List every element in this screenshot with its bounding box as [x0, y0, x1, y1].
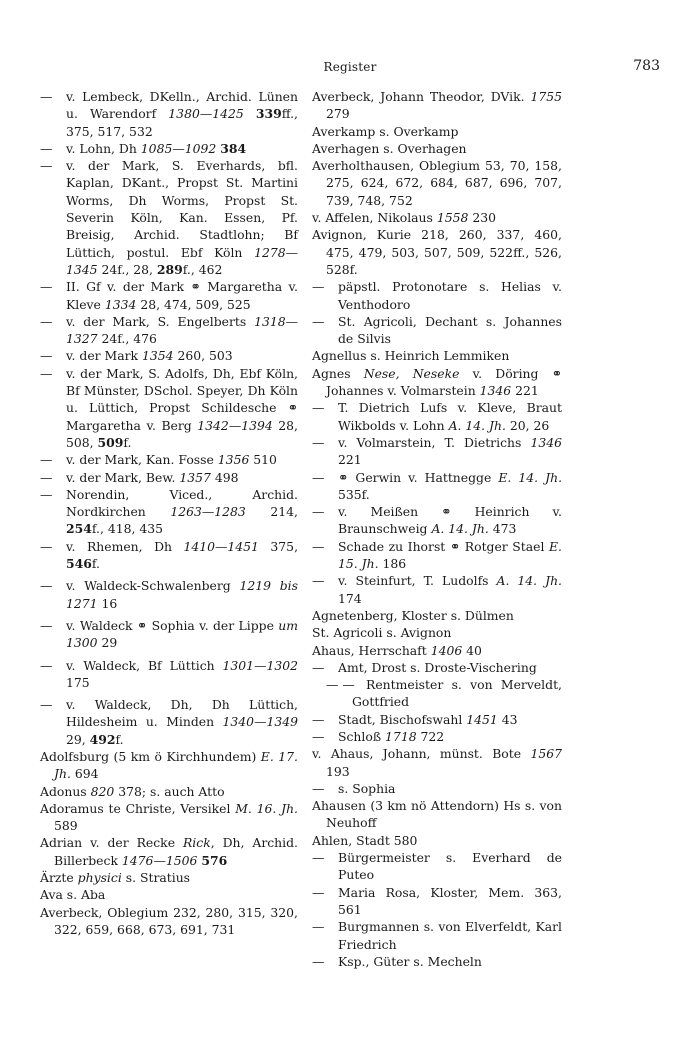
index-entry: — v. Waldeck-Schwalenberg 1219 bis 1271 16: [40, 578, 298, 611]
index-entry: Averbeck, Johann Theodor, DVik. 1755 279: [312, 89, 562, 122]
index-entry: — v. Volmarstein, T. Dietrichs 1346 221: [312, 434, 562, 468]
index-entry: — v. Waldeck ⚭ Sophia v. der Lippe um 1300 29: [40, 617, 298, 651]
index-entry: Adonus 820 378; s. auch Atto: [40, 783, 225, 799]
index-entry: Adrian v. der Recke Rick, Dh, Archid. Billerbeck 1476—1506 576: [40, 835, 298, 868]
index-entry: Ahausen (3 km nö Attendorn) Hs s. von Neuhoff: [312, 798, 562, 831]
index-entry: v. Affelen, Nikolaus 1558 230: [312, 210, 496, 226]
index-entry: v. Ahaus, Johann, münst. Bote 1567 193: [312, 746, 562, 779]
index-entry: — Stadt, Bischofswahl 1451 43: [312, 711, 518, 727]
index-entry: — Maria Rosa, Kloster, Mem. 363, 561: [312, 884, 562, 917]
index-entry: — v. Lembeck, DKelln., Archid. Lünen u. Warendorf 1380—1425 339ff., 375, 517, 532: [40, 89, 298, 139]
index-entry: — Burgmannen s. von Elverfeldt, Karl Friedrich: [312, 919, 562, 952]
index-entry: — v. der Mark, S. Everhards, bfl. Kaplan, DKant., Propst St. Martini Worms, Dh Worms, Propst St. Severin Köln, Kan. Essen, Pf. Breisig, Archid. Stadtlohn; Bf Lüttich, postul. Ebf Köln 1278—1345 24f., 28, 289f., 462: [40, 158, 298, 277]
index-entry: — v. der Mark, Kan. Fosse 1356 510: [40, 452, 277, 468]
index-entry: — T. Dietrich Lufs v. Kleve, Braut Wikbolds v. Lohn A. 14. Jh. 20, 26: [312, 400, 562, 433]
index-entry: — Schloß 1718 722: [312, 728, 445, 744]
index-entry: — v. der Mark, Bew. 1357 498: [40, 469, 239, 485]
index-entry: — päpstl. Protonotare s. Helias v. Venthodoro: [312, 279, 562, 312]
index-entry: — v. Waldeck, Dh, Dh Lüttich, Hildesheim u. Minden 1340—1349 29, 492f.: [40, 697, 298, 747]
index-column-right: [312, 88, 562, 970]
index-entry: — v. Meißen ⚭ Heinrich v. Braunschweig A. 14. Jh. 473: [312, 504, 562, 537]
index-entry: Averhagen s. Overhagen: [312, 140, 467, 156]
index-entry: Ahaus, Herrschaft 1406 40: [312, 642, 482, 658]
index-entry: Agnellus s. Heinrich Lemmiken: [312, 348, 510, 364]
running-title: Register: [323, 60, 377, 74]
index-column-left: [40, 88, 298, 938]
index-entry: St. Agricoli s. Avignon: [312, 625, 452, 641]
index-entry: — v. Waldeck, Bf Lüttich 1301—1302 175: [40, 657, 298, 690]
page-header: [40, 58, 660, 78]
index-entry: — v. Lohn, Dh 1085—1092 384: [40, 140, 247, 156]
index-entry: — — Rentmeister s. von Merveldt, Gottfried: [326, 677, 562, 710]
index-entry: — s. Sophia: [312, 780, 396, 796]
index-entry: — Amt, Drost s. Droste-Vischering: [312, 659, 537, 675]
index-entry: — ⚭ Gerwin v. Hattnegge E. 14. Jh. 535f.: [312, 469, 563, 502]
index-entry: Adoramus te Christe, Versikel M. 16. Jh. 589: [40, 800, 298, 834]
index-entry: Ahlen, Stadt 580: [312, 832, 418, 848]
index-entry: — v. der Mark 1354 260, 503: [40, 348, 233, 364]
index-entry: — Norendin, Viced., Archid. Nordkirchen 1263—1283 214, 254f., 418, 435: [40, 486, 298, 537]
index-entry: Ärzte physici s. Stratius: [40, 870, 191, 886]
index-entry: Avignon, Kurie 218, 260, 337, 460, 475, 479, 503, 507, 509, 522ff., 526, 528f.: [312, 227, 562, 277]
index-entry: Averkamp s. Overkamp: [312, 123, 459, 139]
index-entry: Agnes Nese, Neseke v. Döring ⚭ Johannes v. Volmarstein 1346 221: [312, 365, 563, 399]
index-entry: — St. Agricoli, Dechant s. Johannes de Silvis: [312, 313, 562, 347]
page-number: 783: [633, 58, 660, 74]
index-entry: Adolfsburg (5 km ö Kirchhundem) E. 17. Jh. 694: [40, 748, 298, 782]
index-entry: — Schade zu Ihorst ⚭ Rotger Stael E. 15. Jh. 186: [312, 538, 562, 572]
index-entry: — II. Gf v. der Mark ⚭ Margaretha v. Kleve 1334 28, 474, 509, 525: [40, 279, 298, 312]
index-entry: — v. der Mark, S. Engelberts 1318—1327 24f., 476: [40, 313, 298, 347]
index-entry: — Ksp., Güter s. Mecheln: [312, 953, 482, 969]
index-entry: Averholthausen, Oblegium 53, 70, 158, 275, 624, 672, 684, 687, 696, 707, 739, 748, 752: [312, 158, 562, 208]
index-entry: — Bürgermeister s. Everhard de Puteo: [312, 850, 562, 883]
index-entry: — v. Rhemen, Dh 1410—1451 375, 546f.: [40, 538, 299, 572]
index-entry: — v. Steinfurt, T. Ludolfs A. 14. Jh. 174: [312, 573, 562, 606]
index-entry: Averbeck, Oblegium 232, 280, 315, 320, 322, 659, 668, 673, 691, 731: [40, 904, 298, 937]
index-entry: — v. der Mark, S. Adolfs, Dh, Ebf Köln, Bf Münster, DSchol. Speyer, Dh Köln u. Lüttich, Propst Schildesche ⚭ Margaretha v. Berg 1342—1394 28, 508, 509f.: [40, 365, 298, 450]
index-entry: Agnetenberg, Kloster s. Dülmen: [312, 607, 514, 623]
index-entry: Ava s. Aba: [40, 887, 106, 903]
